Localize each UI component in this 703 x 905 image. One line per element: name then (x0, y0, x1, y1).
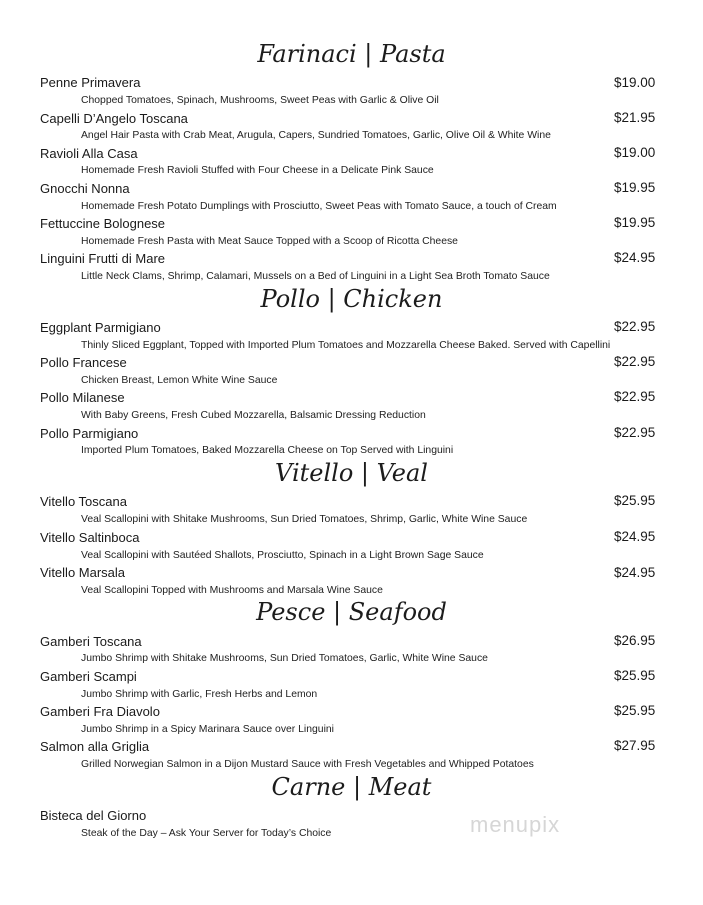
menu-item-price: $25.95 (614, 703, 656, 718)
menu-item-price: $27.95 (614, 738, 656, 753)
menu-item-description: Imported Plum Tomatoes, Baked Mozzarella Cheese on Top Served with Linguini (81, 445, 454, 456)
section-title-seafood: Pesce | Seafood (256, 598, 447, 626)
menu-item-price: $22.95 (614, 354, 656, 369)
menu-item-price: $24.95 (614, 250, 656, 265)
menu-item-price: $25.95 (614, 668, 656, 683)
menu-item-price: $25.95 (614, 493, 656, 508)
menu-item-price: $22.95 (614, 389, 656, 404)
menu-item-name: Ravioli Alla Casa (40, 146, 138, 161)
menu-item-name: Pollo Milanese (40, 390, 125, 405)
section-title-veal: Vitello | Veal (275, 459, 428, 487)
menu-item-name: Gamberi Fra Diavolo (40, 704, 160, 719)
menu-item-name: Vitello Toscana (40, 494, 127, 509)
menu-item-description: Grilled Norwegian Salmon in a Dijon Mustard Sauce with Fresh Vegetables and Whipped Potatoes (81, 759, 534, 770)
menu-item-description: Jumbo Shrimp with Garlic, Fresh Herbs and Lemon (81, 689, 318, 700)
watermark-logo: menupix (470, 812, 561, 837)
menu-item-name: Gnocchi Nonna (40, 181, 130, 196)
menu-item-description: Veal Scallopini with Sautéed Shallots, Prosciutto, Spinach in a Light Brown Sage Sauce (81, 550, 484, 561)
menu-item-description: Veal Scallopini with Shitake Mushrooms, Sun Dried Tomatoes, Shrimp, Garlic, White Wine Sauce (81, 514, 528, 525)
menu-item-name: Pollo Parmigiano (40, 426, 139, 441)
menu-item-name: Pollo Francese (40, 355, 127, 370)
menu-item-description: With Baby Greens, Fresh Cubed Mozzarella, Balsamic Dressing Reduction (81, 410, 426, 421)
menu-item-name: Vitello Saltinboca (40, 530, 140, 545)
section-title-meat: Carne | Meat (271, 773, 432, 801)
menu-item-description: Veal Scallopini Topped with Mushrooms and Marsala Wine Sauce (81, 585, 383, 596)
menu-item-price: $19.95 (614, 180, 656, 195)
menu-item-description: Jumbo Shrimp in a Spicy Marinara Sauce over Linguini (81, 724, 334, 735)
menu-item-name: Gamberi Toscana (40, 634, 142, 649)
menu-item-description: Little Neck Clams, Shrimp, Calamari, Mussels on a Bed of Linguini in a Light Sea Broth Tomato Sauce (81, 271, 550, 282)
menu-item-price: $22.95 (614, 319, 656, 334)
menu-item-name: Eggplant Parmigiano (40, 320, 161, 335)
menu-item-price: $22.95 (614, 425, 656, 440)
menu-item-description: Chicken Breast, Lemon White Wine Sauce (81, 375, 278, 386)
menu-item-description: Jumbo Shrimp with Shitake Mushrooms, Sun Dried Tomatoes, Garlic, White Wine Sauce (81, 653, 488, 664)
menu-item-name: Vitello Marsala (40, 565, 126, 580)
menu-item-description: Steak of the Day – Ask Your Server for Today’s Choice (81, 828, 332, 839)
menu-item-name: Bisteca del Giorno (40, 808, 147, 823)
menu-item-name: Salmon alla Griglia (40, 739, 150, 754)
menu-item-price: $19.95 (614, 215, 656, 230)
menu-item-name: Capelli D’Angelo Toscana (40, 111, 188, 126)
menu-item-description: Chopped Tomatoes, Spinach, Mushrooms, Sweet Peas with Garlic & Olive Oil (81, 95, 439, 106)
menu-item-name: Linguini Frutti di Mare (40, 251, 165, 266)
menu-item-price: $24.95 (614, 529, 656, 544)
menu-item-name: Penne Primavera (40, 75, 141, 90)
menu-item-description: Homemade Fresh Ravioli Stuffed with Four Cheese in a Delicate Pink Sauce (81, 165, 434, 176)
menu-item-price: $21.95 (614, 110, 656, 125)
menu-item-price: $26.95 (614, 633, 656, 648)
section-title-chicken: Pollo | Chicken (260, 285, 443, 313)
menu-item-price: $19.00 (614, 145, 656, 160)
section-title-pasta: Farinaci | Pasta (257, 40, 446, 68)
menu-item-description: Angel Hair Pasta with Crab Meat, Arugula, Capers, Sundried Tomatoes, Garlic, Olive Oil & White Wine (81, 130, 551, 141)
menu-item-name: Fettuccine Bolognese (40, 216, 166, 231)
menu-item-description: Thinly Sliced Eggplant, Topped with Imported Plum Tomatoes and Mozzarella Cheese Baked. Served with Capellini (81, 340, 611, 351)
menu-item-name: Gamberi Scampi (40, 669, 137, 684)
menu-item-description: Homemade Fresh Pasta with Meat Sauce Topped with a Scoop of Ricotta Cheese (81, 236, 458, 247)
menu-item-price: $19.00 (614, 75, 656, 90)
menu-item-description: Homemade Fresh Potato Dumplings with Prosciutto, Sweet Peas with Tomato Sauce, a touch of Cream (81, 201, 557, 212)
menu-item-price: $24.95 (614, 565, 656, 580)
